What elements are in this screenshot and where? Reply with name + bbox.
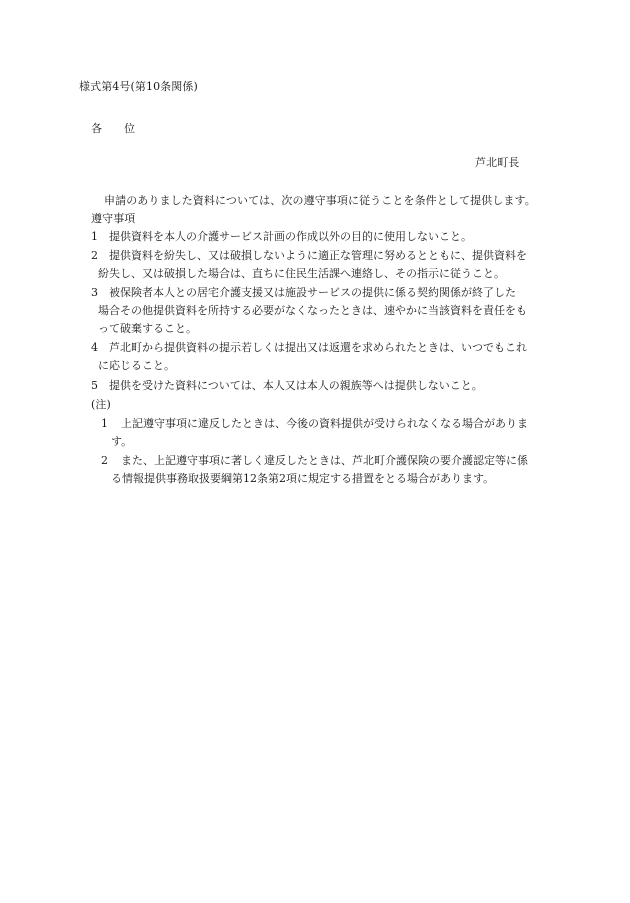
addressee-part-2: 位 xyxy=(124,122,135,135)
form-number: 様式第4号(第10条関係) xyxy=(79,80,198,93)
rule-text-continued: に応じること。 xyxy=(98,359,175,372)
rule-number: 2 xyxy=(91,249,98,262)
notes-heading: (注) xyxy=(91,398,111,411)
note-text: また、上記遵守事項に著しく違反したときは、芦北町介護保険の要介護認定等に係 xyxy=(121,454,528,467)
note-number: 1 xyxy=(101,417,108,430)
issuer: 芦北町長 xyxy=(475,156,520,169)
rule-text: 提供資料を本人の介護サービス計画の作成以外の目的に使用しないこと。 xyxy=(109,230,472,243)
rule-text-continued: って破棄すること。 xyxy=(98,322,197,335)
rule-text: 被保険者本人との居宅介護支援又は施設サービスの提供に係る契約関係が終了した xyxy=(109,286,516,299)
note-text-continued: す。 xyxy=(111,435,133,448)
rule-number: 4 xyxy=(91,341,98,354)
addressee-part-1: 各 xyxy=(91,122,102,135)
rule-number: 3 xyxy=(91,286,98,299)
rule-text: 提供を受けた資料については、本人又は本人の親族等へは提供しないこと。 xyxy=(109,379,483,392)
note-text: 上記遵守事項に違反したときは、今後の資料提供が受けられなくなる場合がありま xyxy=(121,417,528,430)
note-text-continued: る情報提供事務取扱要綱第12条第2項に規定する措置をとる場合があります。 xyxy=(111,472,495,485)
rule-text: 提供資料を紛失し、又は破損しないように適正な管理に努めるとともに、提供資料を xyxy=(109,249,527,262)
rule-number: 1 xyxy=(91,230,98,243)
rules-heading: 遵守事項 xyxy=(91,212,136,225)
note-number: 2 xyxy=(101,454,108,467)
addressee xyxy=(91,122,135,136)
rule-text-continued: 紛失し、又は破損した場合は、直ちに住民生活課へ連絡し、その指示に従うこと。 xyxy=(98,267,505,280)
rule-text-continued: 場合その他提供資料を所持する必要がなくなったときは、速やかに当該資料を責任をも xyxy=(98,304,527,317)
intro-paragraph: 申請のありました資料については、次の遵守事項に従うことを条件として提供します。 xyxy=(104,194,536,207)
rule-number: 5 xyxy=(91,379,98,392)
rule-text: 芦北町から提供資料の提示若しくは提出又は返還を求められたときは、いつでもこれ xyxy=(109,341,527,354)
